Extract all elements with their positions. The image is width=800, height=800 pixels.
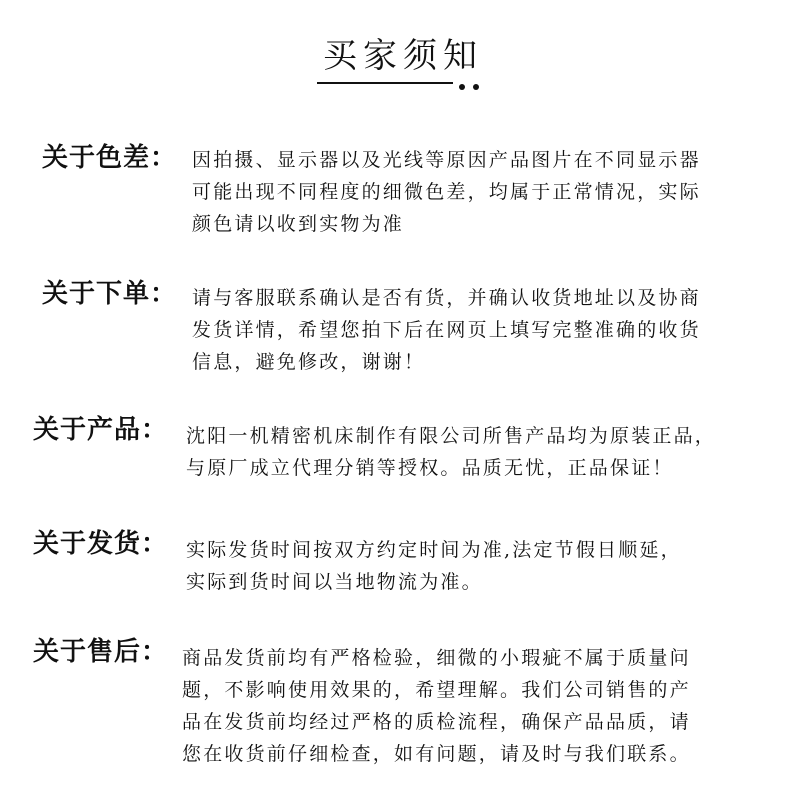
text-line: 沈阳一机精密机床制作有限公司所售产品均为原装正品，	[186, 425, 717, 447]
text-line: 品在发货前均经过严格的质检流程，确保产品品质，请	[182, 711, 691, 733]
text-line: 您在收货前仔细检查，如有问题，请及时与我们联系。	[182, 743, 691, 765]
section-label: 关于产品：	[33, 415, 169, 445]
title-dot	[459, 84, 465, 90]
text-line: 实际发货时间按双方约定时间为准,法定节假日顺延，	[186, 539, 682, 561]
section-text	[186, 420, 716, 484]
text-line: 与原厂成立代理分销等授权。品质无忧，正品保证！	[186, 457, 674, 479]
section-text	[192, 282, 701, 378]
title-dot	[473, 84, 479, 90]
section-label: 关于下单：	[42, 279, 178, 309]
section-label: 关于发货：	[33, 529, 169, 559]
title-underline	[317, 82, 453, 84]
text-line: 题，不影响使用效果的，希望理解。我们公司销售的产	[182, 679, 691, 701]
section-text	[186, 534, 682, 598]
text-line: 颜色请以收到实物为准	[192, 213, 405, 235]
section-text	[192, 144, 701, 240]
section-label: 关于色差：	[42, 143, 178, 173]
text-line: 请与客服联系确认是否有货，并确认收货地址以及协商	[192, 287, 701, 309]
text-line: 实际到货时间以当地物流为准。	[186, 571, 483, 593]
text-line: 因拍摄、显示器以及光线等原因产品图片在不同显示器	[192, 149, 701, 171]
text-line: 信息，避免修改，谢谢！	[192, 351, 426, 373]
text-line: 发货详情，希望您拍下后在网页上填写完整准确的收货	[192, 319, 701, 341]
page-title-text: 买家须知	[323, 36, 483, 76]
title-block	[0, 34, 800, 78]
text-line: 商品发货前均有严格检验，细微的小瑕疵不属于质量问	[182, 647, 691, 669]
section-text	[182, 642, 691, 770]
section-label: 关于售后：	[33, 637, 169, 667]
title-dots	[459, 84, 479, 90]
text-line: 可能出现不同程度的细微色差，均属于正常情况，实际	[192, 181, 701, 203]
page-title	[317, 34, 483, 78]
